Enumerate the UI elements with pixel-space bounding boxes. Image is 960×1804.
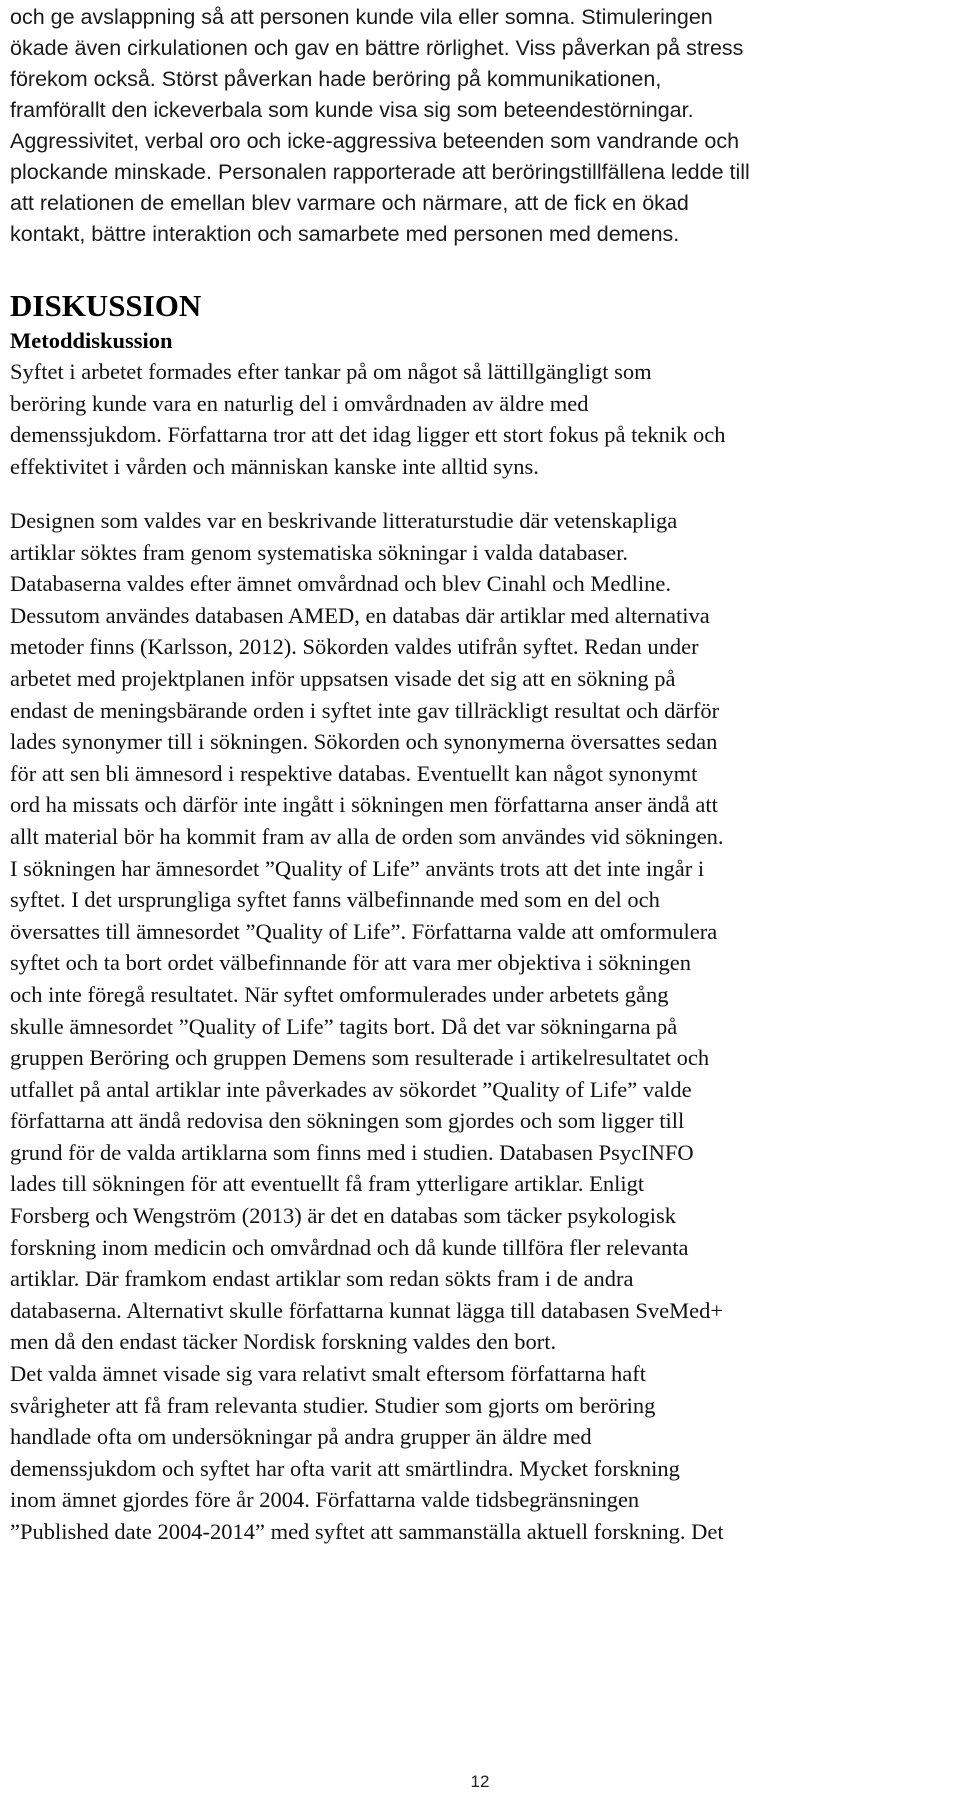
- text-line: inom ämnet gjordes före år 2004. Författarna valde tidsbegränsningen: [10, 1487, 640, 1513]
- subsection-heading: Metoddiskussion: [10, 328, 173, 353]
- text-line: översattes till ämnesordet ”Quality of Life”. Författarna valde att omformulera: [10, 918, 718, 944]
- text-line: endast de meningsbärande orden i syftet inte gav tillräckligt resultat och därför: [10, 697, 720, 723]
- text-line: demenssjukdom och syftet har ofta varit att smärtlindra. Mycket forskning: [10, 1455, 680, 1481]
- text-line: artiklar. Där framkom endast artiklar som redan sökts fram i de andra: [10, 1266, 634, 1292]
- text-line: beröring kunde vara en naturlig del i omvårdnaden av äldre med: [10, 390, 589, 416]
- text-line: Dessutom användes databasen AMED, en databas där artiklar med alternativa: [10, 602, 710, 628]
- text-line: syftet och ta bort ordet välbefinnande för att vara mer objektiva i sökningen: [10, 950, 692, 976]
- text-line: metoder finns (Karlsson, 2012). Sökorden valdes utifrån syftet. Redan under: [10, 634, 699, 660]
- text-line: lades synonymer till i sökningen. Sökorden och synonymerna översattes sedan: [10, 729, 718, 755]
- text-line: för att sen bli ämnesord i respektive databas. Eventuellt kan något synonymt: [10, 760, 698, 786]
- text-line: databaserna. Alternativt skulle författarna kunnat lägga till databasen SveMed+: [10, 1297, 724, 1323]
- text-line: ”Published date 2004-2014” med syftet att sammanställa aktuell forskning. Det: [10, 1519, 724, 1544]
- text-line: Det valda ämnet visade sig vara relativt smalt eftersom författarna haft: [10, 1361, 646, 1387]
- text-line: Aggressivitet, verbal oro och icke-aggressiva beteenden som vandrande och: [10, 129, 740, 153]
- text-line: Designen som valdes var en beskrivande litteraturstudie där vetenskapliga: [10, 508, 678, 533]
- text-line: grund för de valda artiklarna som finns med i studien. Databasen PsycINFO: [10, 1139, 694, 1165]
- text-line: effektivitet i vården och människan kanske inte alltid syns.: [10, 453, 539, 479]
- text-line: ord ha missats och därför inte ingått i sökningen men författarna anser ändå att: [10, 792, 718, 818]
- text-line: men då den endast täcker Nordisk forskning valdes den bort.: [10, 1329, 557, 1355]
- text-line: utfallet på antal artiklar inte påverkades av sökordet ”Quality of Life” valde: [10, 1076, 692, 1102]
- text-line: handlade ofta om undersökningar på andra grupper än äldre med: [10, 1424, 592, 1450]
- text-line: lades till sökningen för att eventuellt få fram ytterligare artiklar. Enligt: [10, 1171, 645, 1197]
- text-line: och ge avslappning så att personen kunde vila eller somna. Stimuleringen: [10, 5, 713, 29]
- text-line: arbetet med projektplanen inför uppsatsen visade det sig att en sökning på: [10, 665, 676, 691]
- section-heading: DISKUSSION: [10, 288, 202, 323]
- text-line: framförallt den ickeverbala som kunde visa sig som beteendestörningar.: [10, 98, 694, 122]
- text-line: att relationen de emellan blev varmare och närmare, att de fick en ökad: [10, 191, 689, 215]
- text-line: demenssjukdom. Författarna tror att det idag ligger ett stort fokus på teknik och: [10, 422, 726, 448]
- method-paragraph-2: [10, 505, 955, 1548]
- page-number: 12: [470, 1772, 490, 1791]
- text-line: ökade även cirkulationen och gav en bättre rörlighet. Viss påverkan på stress: [10, 36, 744, 60]
- text-line: skulle ämnesordet ”Quality of Life” tagits bort. Då det var sökningarna på: [10, 1013, 678, 1039]
- text-line: Forsberg och Wengström (2013) är det en databas som täcker psykologisk: [10, 1203, 676, 1229]
- text-line: gruppen Beröring och gruppen Demens som resulterade i artikelresultatet och: [10, 1045, 710, 1071]
- text-line: svårigheter att få fram relevanta studier. Studier som gjorts om beröring: [10, 1392, 656, 1418]
- text-line: allt material bör ha kommit fram av alla de orden som användes vid sökningen.: [10, 823, 724, 849]
- text-line: syftet. I det ursprungliga syftet fanns välbefinnande med som en del och: [10, 887, 660, 913]
- text-line: kontakt, bättre interaktion och samarbete med personen med demens.: [10, 222, 680, 246]
- text-line: forskning inom medicin och omvårdnad och då kunde tillföra fler relevanta: [10, 1234, 689, 1260]
- text-line: Syftet i arbetet formades efter tankar på om något så lättillgängligt som: [10, 359, 652, 384]
- text-line: förekom också. Störst påverkan hade beröring på kommunikationen,: [10, 67, 662, 91]
- text-line: plockande minskade. Personalen rapporterade att beröringstillfällena ledde till: [10, 160, 750, 184]
- text-line: och inte föregå resultatet. När syftet omformulerades under arbetets gång: [10, 981, 669, 1007]
- text-line: artiklar söktes fram genom systematiska sökningar i valda databaser.: [10, 539, 628, 565]
- text-line: I sökningen har ämnesordet ”Quality of Life” använts trots att det inte ingår i: [10, 855, 705, 881]
- text-line: författarna att ändå redovisa den sökningen som gjordes och som ligger till: [10, 1108, 685, 1134]
- method-paragraph-1: [10, 356, 955, 482]
- intro-paragraph: [10, 2, 955, 250]
- text-line: Databaserna valdes efter ämnet omvårdnad och blev Cinahl och Medline.: [10, 571, 672, 597]
